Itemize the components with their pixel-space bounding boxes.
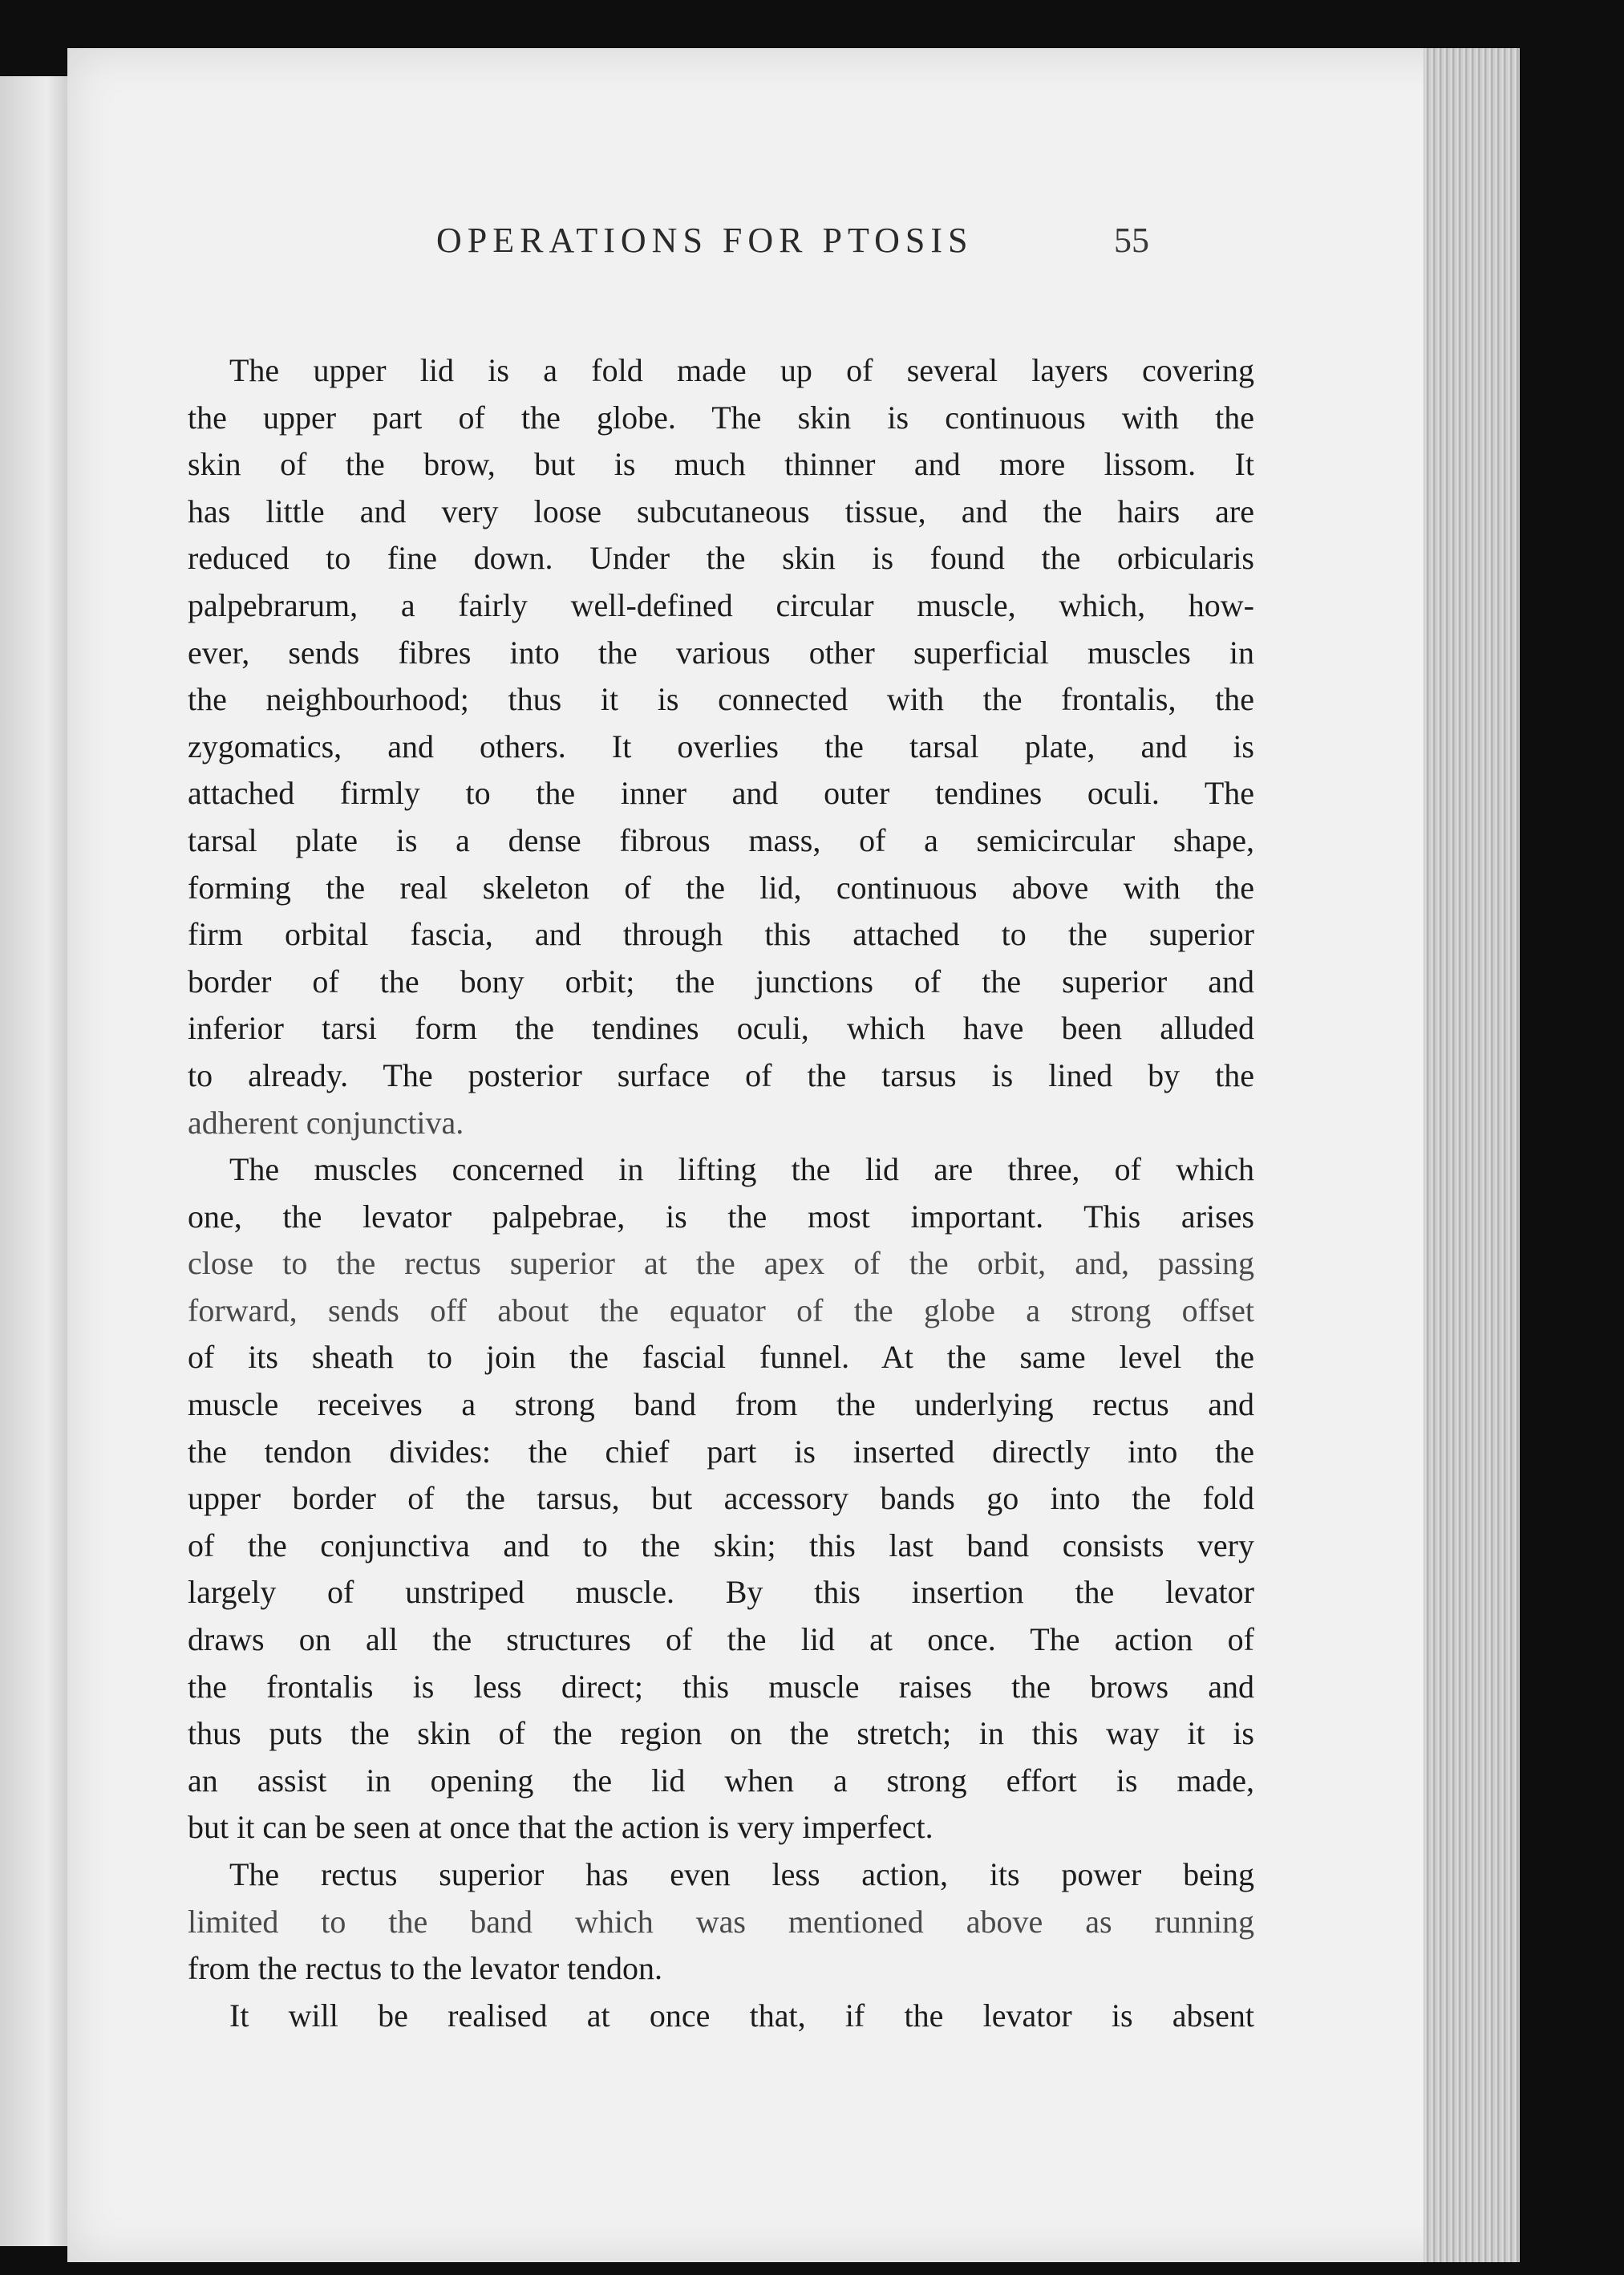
text-line: skin of the brow, but is much thinner and more lissom. It: [188, 446, 1254, 483]
text-line: limited to the band which was mentioned above as running: [188, 1903, 1254, 1940]
text-line: The muscles concerned in lifting the lid are three, of which: [229, 1151, 1254, 1188]
text-line: upper border of the tarsus, but accessory bands go into the fold: [188, 1480, 1254, 1517]
text-line: border of the bony orbit; the junctions of the superior and: [188, 963, 1254, 1000]
text-line: the upper part of the globe. The skin is continuous with the: [188, 399, 1254, 436]
text-line: forward, sends off about the equator of the globe a strong offset: [188, 1292, 1254, 1328]
facing-page-edge: [0, 76, 72, 2246]
book-page: [67, 48, 1491, 2262]
text-line: draws on all the structures of the lid at once. The action of: [188, 1621, 1254, 1658]
text-line: the neighbourhood; thus it is connected with the frontalis, the: [188, 681, 1254, 718]
text-line: an assist in opening the lid when a strong effort is made,: [188, 1762, 1254, 1799]
text-line: muscle receives a strong band from the underlying rectus and: [188, 1386, 1254, 1423]
text-line: the frontalis is less direct; this muscle raises the brows and: [188, 1668, 1254, 1705]
text-line: adherent conjunctiva.: [188, 1104, 464, 1141]
text-line: attached firmly to the inner and outer tendines oculi. The: [188, 775, 1254, 812]
text-line: the tendon divides: the chief part is inserted directly into the: [188, 1433, 1254, 1470]
body-text: [188, 347, 1254, 2039]
text-line: to already. The posterior surface of the tarsus is lined by the: [188, 1056, 1254, 1093]
text-line: largely of unstriped muscle. By this insertion the levator: [188, 1574, 1254, 1611]
text-line: zygomatics, and others. It overlies the tarsal plate, and is: [188, 728, 1254, 764]
running-head-title: OPERATIONS FOR PTOSIS: [436, 221, 974, 260]
text-line: ever, sends fibres into the various other superficial muscles in: [188, 634, 1254, 671]
page-number: 55: [1114, 221, 1149, 260]
text-line: palpebrarum, a fairly well-defined circular muscle, which, how-: [188, 586, 1254, 623]
text-line: The rectus superior has even less action, its power being: [229, 1856, 1254, 1892]
text-line: inferior tarsi form the tendines oculi, which have been alluded: [188, 1010, 1254, 1047]
text-line: forming the real skeleton of the lid, continuous above with the: [188, 869, 1254, 906]
text-line: close to the rectus superior at the apex of the orbit, and, passing: [188, 1245, 1254, 1282]
page-stack-edge: [1424, 48, 1520, 2262]
text-line: but it can be seen at once that the action is very imperfect.: [188, 1809, 933, 1846]
text-line: from the rectus to the levator tendon.: [188, 1950, 663, 1987]
text-line: reduced to fine down. Under the skin is found the orbicularis: [188, 540, 1254, 577]
running-head: [67, 220, 1491, 292]
text-line: It will be realised at once that, if the levator is absent: [229, 1997, 1254, 2034]
text-line: The upper lid is a fold made up of several layers covering: [229, 352, 1254, 388]
text-line: of the conjunctiva and to the skin; this last band consists very: [188, 1527, 1254, 1563]
text-line: thus puts the skin of the region on the stretch; in this way it is: [188, 1715, 1254, 1752]
text-line: tarsal plate is a dense fibrous mass, of a semicircular shape,: [188, 821, 1254, 858]
text-line: of its sheath to join the fascial funnel. At the same level the: [188, 1339, 1254, 1376]
text-line: one, the levator palpebrae, is the most important. This arises: [188, 1198, 1254, 1235]
text-line: has little and very loose subcutaneous tissue, and the hairs are: [188, 493, 1254, 529]
text-line: firm orbital fascia, and through this attached to the superior: [188, 916, 1254, 953]
